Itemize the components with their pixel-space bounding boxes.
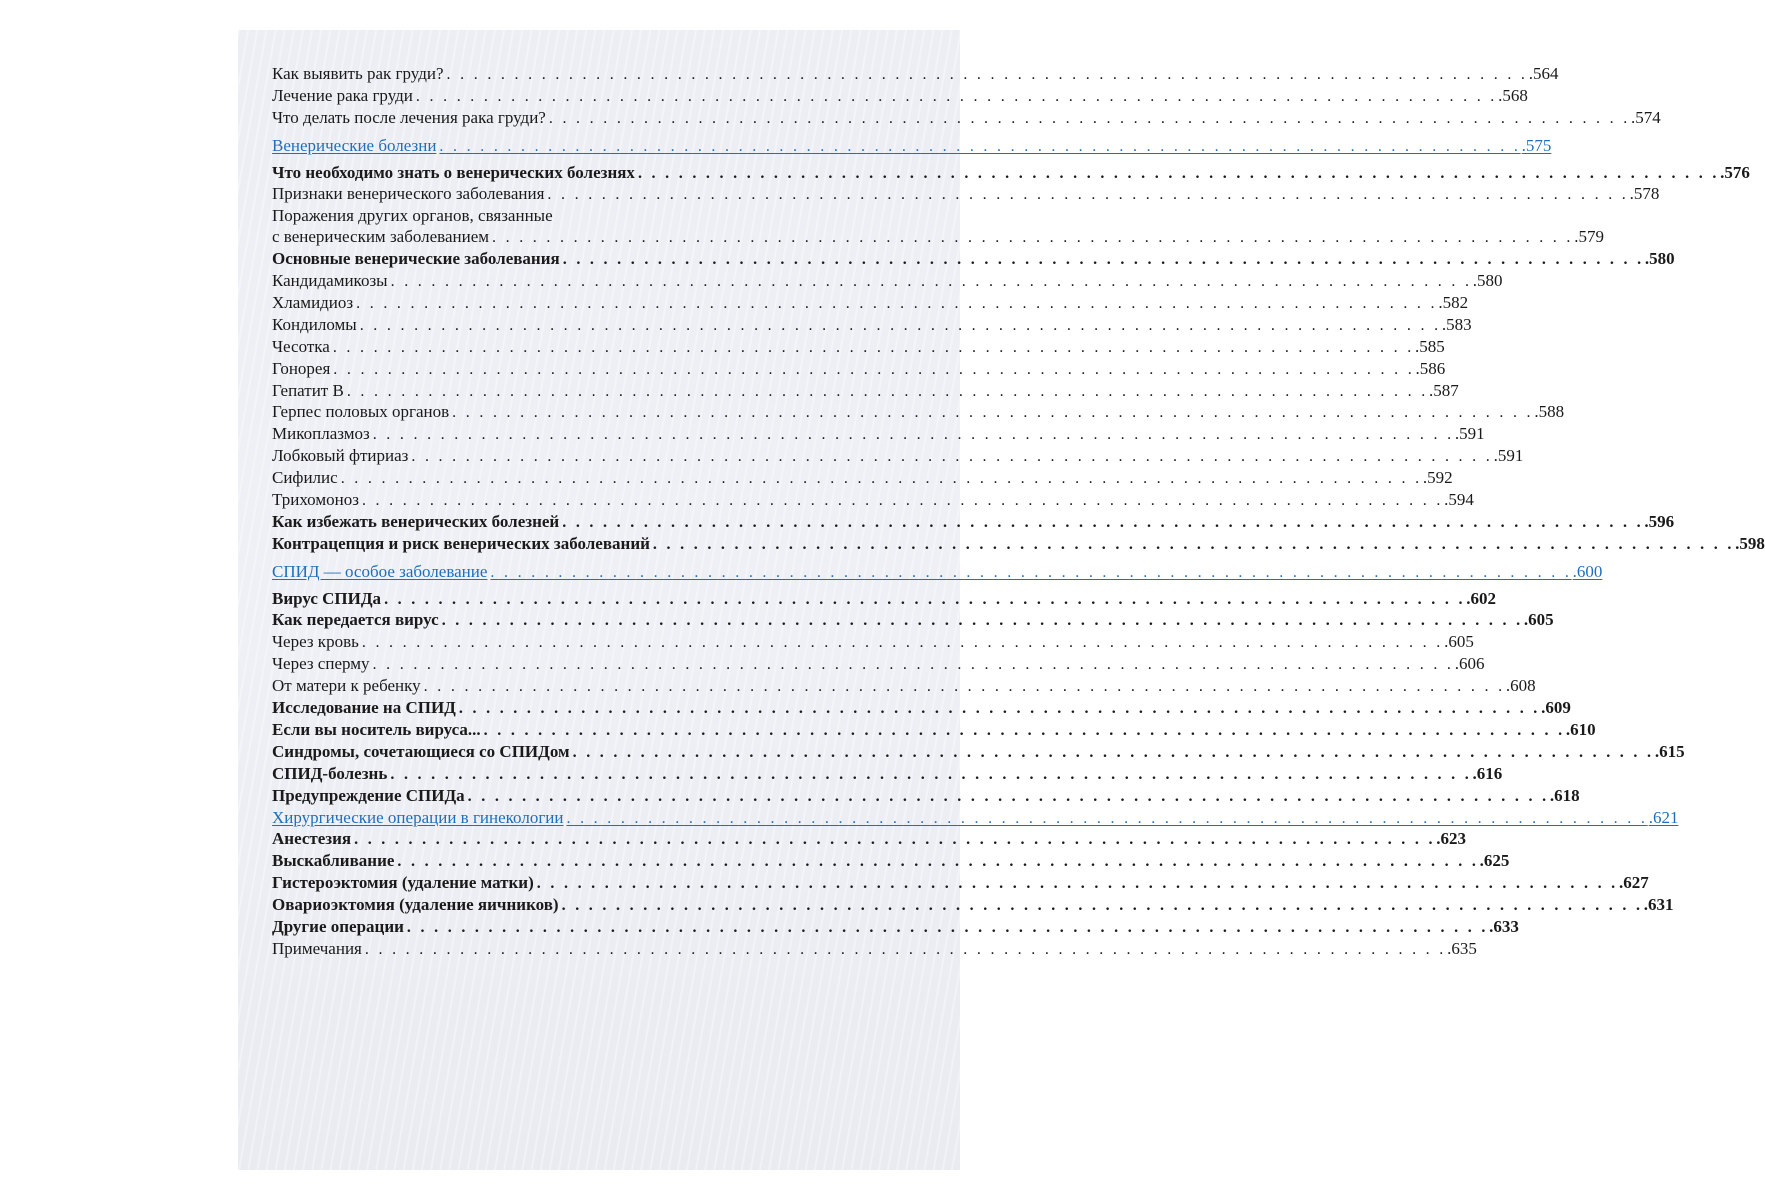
toc-entry (272, 511, 1675, 533)
toc-entry (272, 916, 1519, 938)
toc-entry-title: Если вы носитель вируса... (272, 719, 481, 739)
toc-entry-title: Кандидамикозы (272, 271, 388, 291)
toc-page-number: .578 (1629, 184, 1660, 204)
toc-page-number: .609 (1541, 698, 1571, 718)
toc-page-number: .615 (1654, 741, 1685, 761)
toc-entry (272, 270, 1503, 292)
toc-leader-dots: . . . . . . . . . . . . . . . . . . . . . . . . . . . . . . . . . . . . . . . . . . . . . . . . . . . . . . . . . . . . . . . . . . . . . . . . . . . . . . . . (390, 273, 1472, 291)
toc-page-number: .580 (1472, 271, 1503, 291)
toc-leader-dots: . . . . . . . . . . . . . . . . . . . . . . . . . . . . . . . . . . . . . . . . . . . . . . . . . . . . . . . . . . . . . . . . . . . . . . . . . . . . . . . . (364, 940, 1447, 958)
toc-entry (272, 719, 1596, 741)
toc-entry-title: Основные венерические заболевания (272, 249, 560, 269)
toc-leader-dots: . . . . . . . . . . . . . . . . . . . . . . . . . . . . . . . . . . . . . . . . . . . . . . . . . . . . . . . . . . . . . . . . . . . . . . . . . . . . . . . . (566, 809, 1648, 827)
toc-entry-title: Микоплазмоз (272, 424, 370, 444)
toc-entry-title: Синдромы, сочетающиеся со СПИДом (272, 741, 570, 761)
toc-page-number: .608 (1505, 676, 1536, 696)
toc-entry (272, 226, 1604, 248)
toc-page-number: .575 (1521, 135, 1552, 155)
toc-entry-title: Через сперму (272, 654, 370, 674)
toc-leader-dots: . . . . . . . . . . . . . . . . . . . . . . . . . . . . . . . . . . . . . . . . . . . . . . . . . . . . . . . . . . . . . . . . . . . . . . . . . . . . . . . . (439, 137, 1521, 155)
toc-page-number: .564 (1528, 64, 1559, 83)
toc-entry-title: Через кровь (272, 632, 359, 652)
toc-entry-title: Исследование на СПИД (272, 698, 456, 718)
toc-entry (272, 467, 1453, 489)
toc-page-number: .591 (1493, 446, 1524, 466)
toc-entry (272, 248, 1675, 270)
toc-page-number: .583 (1441, 314, 1472, 334)
toc-entry-title: Гепатит В (272, 380, 344, 400)
toc-page-number: .579 (1574, 227, 1604, 247)
toc-page-number: .574 (1631, 107, 1661, 127)
toc-leader-dots: . . . . . . . . . . . . . . . . . . . . . . . . . . . . . . . . . . . . . . . . . . . . . . . . . . . . . . . . . . . . . . . . . . . . . . . . . . . . . . . . (562, 513, 1644, 531)
toc-entry (272, 938, 1477, 960)
toc-page-number: .633 (1489, 916, 1519, 936)
toc-leader-dots: . . . . . . . . . . . . . . . . . . . . . . . . . . . . . . . . . . . . . . . . . . . . . . . . . . . . . . . . . . . . . . . . . . . . . . . . . . . . . . . . (411, 448, 1493, 466)
toc-leader-dots: . . . . . . . . . . . . . . . . . . . . . . . . . . . . . . . . . . . . . . . . . . . . . . . . . . . . . . . . . . . . . . . . . . . . . . . . . . . . . . . . (346, 382, 1429, 400)
toc-leader-dots: . . . . . . . . . . . . . . . . . . . . . . . . . . . . . . . . . . . . . . . . . . . . . . . . . . . . . . . . . . . . . . . . . . . . . . . . . . . . . . . . (490, 563, 1572, 581)
toc-entry (272, 850, 1510, 872)
toc-page-number: .606 (1454, 654, 1485, 674)
toc-entry (272, 401, 1565, 423)
toc-entry (272, 314, 1472, 336)
toc-page-number: .576 (1720, 162, 1750, 182)
toc-leader-dots: . . . . . . . . . . . . . . . . . . . . . . . . . . . . . . . . . . . . . . . . . . . . . . . . . . . . . . . . . . . . . . . . . . . . . . . . . . . . . . . . (652, 535, 1735, 553)
toc-section-heading (272, 135, 1552, 157)
toc-entry (272, 380, 1459, 402)
toc-entry (272, 292, 1469, 314)
toc-page-number: .602 (1466, 588, 1497, 608)
toc-page-number: .592 (1422, 468, 1453, 488)
toc-page-number: .610 (1565, 719, 1596, 739)
toc-entry-title: Хламидиоз (272, 293, 354, 313)
toc-leader-dots: . . . . . . . . . . . . . . . . . . . . . . . . . . . . . . . . . . . . . . . . . . . . . . . . . . . . . . . . . . . . . . . . . . . . . . . . . . . . . . . . (356, 295, 1438, 313)
toc-entry (272, 445, 1524, 467)
toc-entry-title: Как выявить рак груди? (272, 64, 444, 83)
book-page (238, 30, 1765, 1170)
toc-leader-dots: . . . . . . . . . . . . . . . . . . . . . . . . . . . . . . . . . . . . . . . . . . . . . . . . . . . . . . . . . . . . . . . . . . . . . . . . . . . . . . . . (332, 338, 1415, 356)
toc-entry-title: Гонорея (272, 358, 331, 378)
toc-entry (272, 675, 1536, 697)
toc-entry-title: Кондиломы (272, 314, 357, 334)
toc-entry-title: СПИД-болезнь (272, 763, 388, 783)
toc-page-number: .627 (1618, 873, 1649, 893)
toc-leader-dots: . . . . . . . . . . . . . . . . . . . . . . . . . . . . . . . . . . . . . . . . . . . . . . . . . . . . . . . . . . . . . . . . . . . . . . . . . . . . . . . . (548, 109, 1631, 127)
toc-entry-title: Овариоэктомия (удаление яичников) (272, 895, 559, 915)
toc-leader-dots: . . . . . . . . . . . . . . . . . . . . . . . . . . . . . . . . . . . . . . . . . . . . . . . . . . . . . . . . . . . . . . . . . . . . . . . . . . . . . . . . (333, 360, 1415, 378)
toc-leader-dots: . . . . . . . . . . . . . . . . . . . . . . . . . . . . . . . . . . . . . . . . . . . . . . . . . . . . . . . . . . . . . . . . . . . . . . . . . . . . . . . . (561, 897, 1643, 915)
toc-page-number: .594 (1444, 490, 1474, 510)
toc-page-number: .586 (1415, 358, 1446, 378)
toc-page-number: .582 (1438, 293, 1469, 313)
toc-entry (272, 763, 1503, 785)
toc-page-number: .598 (1735, 533, 1765, 553)
toc-entry (272, 653, 1485, 675)
toc-entry-title: Что необходимо знать о венерических болезнях (272, 162, 635, 182)
toc-page-number: .621 (1648, 807, 1679, 827)
toc-leader-dots: . . . . . . . . . . . . . . . . . . . . . . . . . . . . . . . . . . . . . . . . . . . . . . . . . . . . . . . . . . . . . . . . . . . . . . . . . . . . . . . . (536, 875, 1618, 893)
toc-page-number: .605 (1444, 632, 1474, 652)
toc-page-number: .600 (1572, 561, 1603, 581)
toc-page-number: .635 (1447, 938, 1477, 958)
toc-page-number: .605 (1523, 610, 1554, 630)
toc-leader-dots: . . . . . . . . . . . . . . . . . . . . . . . . . . . . . . . . . . . . . . . . . . . . . . . . . . . . . . . . . . . . . . . . . . . . . . . . . . . . . . . . (359, 316, 1441, 334)
toc-entry-title: СПИД — особое заболевание (272, 561, 488, 581)
toc-entry-title: Что делать после лечения рака груди? (272, 107, 546, 127)
toc-leader-dots: . . . . . . . . . . . . . . . . . . . . . . . . . . . . . . . . . . . . . . . . . . . . . . . . . . . . . . . . . . . . . . . . . . . . . . . . . . . . . . . . (361, 634, 1444, 652)
toc-page-number: .596 (1644, 511, 1675, 531)
toc-entry-title: Венерические болезни (272, 135, 437, 155)
toc-page-number: .568 (1498, 85, 1528, 105)
toc-page-number: .588 (1534, 402, 1565, 422)
toc-entry (272, 588, 1497, 610)
toc-entry-title: Выскабливание (272, 851, 395, 871)
toc-entry-title: Сифилис (272, 468, 338, 488)
toc-entry (272, 828, 1467, 850)
toc-page-number: .618 (1549, 785, 1580, 805)
toc-page-number: .616 (1472, 763, 1503, 783)
toc-entry (272, 533, 1765, 555)
toc-entry-title: Контрацепция и риск венерических заболеваний (272, 533, 650, 553)
toc-entry-title: Другие операции (272, 916, 404, 936)
toc-page-number: .585 (1415, 336, 1445, 356)
toc-leader-dots: . . . . . . . . . . . . . . . . . . . . . . . . . . . . . . . . . . . . . . . . . . . . . . . . . . . . . . . . . . . . . . . . . . . . . . . . . . . . . . . . (637, 164, 1720, 182)
toc-leader-dots: . . . . . . . . . . . . . . . . . . . . . . . . . . . . . . . . . . . . . . . . . . . . . . . . . . . . . . . . . . . . . . . . . . . . . . . . . . . . . . . . (441, 612, 1523, 630)
toc-leader-dots: . . . . . . . . . . . . . . . . . . . . . . . . . . . . . . . . . . . . . . . . . . . . . . . . . . . . . . . . . . . . . . . . . . . . . . . . . . . . . . . . (458, 700, 1541, 718)
toc-entry (272, 894, 1674, 916)
toc-entry (272, 741, 1685, 763)
toc-entry-title: Как передается вирус (272, 610, 439, 630)
toc-entry (272, 183, 1660, 205)
toc-leader-dots: . . . . . . . . . . . . . . . . . . . . . . . . . . . . . . . . . . . . . . . . . . . . . . . . . . . . . . . . . . . . . . . . . . . . . . . . . . . . . . . . (361, 492, 1444, 510)
toc-leader-dots: . . . . . . . . . . . . . . . . . . . . . . . . . . . . . . . . . . . . . . . . . . . . . . . . . . . . . . . . . . . . . . . . . . . . . . . . . . . . . . . . (446, 66, 1528, 83)
toc-entry-title: Предупреждение СПИДа (272, 785, 465, 805)
toc-entry-title: Гистероэктомия (удаление матки) (272, 873, 534, 893)
toc-leader-dots: . . . . . . . . . . . . . . . . . . . . . . . . . . . . . . . . . . . . . . . . . . . . . . . . . . . . . . . . . . . . . . . . . . . . . . . . . . . . . . . . (372, 656, 1454, 674)
toc-leader-dots: . . . . . . . . . . . . . . . . . . . . . . . . . . . . . . . . . . . . . . . . . . . . . . . . . . . . . . . . . . . . . . . . . . . . . . . . . . . . . . . . (547, 186, 1629, 204)
toc-entry (272, 205, 763, 226)
toc-leader-dots: . . . . . . . . . . . . . . . . . . . . . . . . . . . . . . . . . . . . . . . . . . . . . . . . . . . . . . . . . . . . . . . . . . . . . . . . . . . . . . . . (423, 678, 1505, 696)
toc-entry (272, 785, 1580, 807)
toc-leader-dots: . . . . . . . . . . . . . . . . . . . . . . . . . . . . . . . . . . . . . . . . . . . . . . . . . . . . . . . . . . . . . . . . . . . . . . . . . . . . . . . . (562, 251, 1644, 269)
toc-leader-dots: . . . . . . . . . . . . . . . . . . . . . . . . . . . . . . . . . . . . . . . . . . . . . . . . . . . . . . . . . . . . . . . . . . . . . . . . . . . . . . . . (384, 590, 1466, 608)
toc-entry (272, 423, 1485, 445)
toc-leader-dots: . . . . . . . . . . . . . . . . . . . . . . . . . . . . . . . . . . . . . . . . . . . . . . . . . . . . . . . . . . . . . . . . . . . . . . . . . . . . . . . . (492, 229, 1574, 247)
toc-entry-title: Примечания (272, 938, 362, 958)
toc-leader-dots: . . . . . . . . . . . . . . . . . . . . . . . . . . . . . . . . . . . . . . . . . . . . . . . . . . . . . . . . . . . . . . . . . . . . . . . . . . . . . . . . (406, 918, 1489, 936)
toc-page-number: .580 (1644, 249, 1675, 269)
toc-entry (272, 872, 1649, 894)
toc-entry (272, 697, 1571, 719)
toc-entry-title: Как избежать венерических болезней (272, 511, 560, 531)
table-of-contents (272, 63, 1765, 960)
toc-section-heading (272, 561, 1603, 583)
toc-leader-dots: . . . . . . . . . . . . . . . . . . . . . . . . . . . . . . . . . . . . . . . . . . . . . . . . . . . . . . . . . . . . . . . . . . . . . . . . . . . . . . . . (372, 426, 1454, 444)
toc-leader-dots: . . . . . . . . . . . . . . . . . . . . . . . . . . . . . . . . . . . . . . . . . . . . . . . . . . . . . . . . . . . . . . . . . . . . . . . . . . . . . . . . (340, 470, 1422, 488)
toc-leader-dots: . . . . . . . . . . . . . . . . . . . . . . . . . . . . . . . . . . . . . . . . . . . . . . . . . . . . . . . . . . . . . . . . . . . . . . . . . . . . . . . . (467, 787, 1549, 805)
toc-leader-dots: . . . . . . . . . . . . . . . . . . . . . . . . . . . . . . . . . . . . . . . . . . . . . . . . . . . . . . . . . . . . . . . . . . . . . . . . . . . . . . . . (397, 853, 1479, 871)
toc-leader-dots: . . . . . . . . . . . . . . . . . . . . . . . . . . . . . . . . . . . . . . . . . . . . . . . . . . . . . . . . . . . . . . . . . . . . . . . . . . . . . . . . (483, 721, 1565, 739)
toc-entry-title: Трихомоноз (272, 490, 359, 510)
toc-leader-dots: . . . . . . . . . . . . . . . . . . . . . . . . . . . . . . . . . . . . . . . . . . . . . . . . . . . . . . . . . . . . . . . . . . . . . . . . . . . . . . . . (354, 831, 1436, 849)
toc-entry-title: с венерическим заболеванием (272, 227, 489, 247)
toc-entry (272, 489, 1474, 511)
toc-page-number: .631 (1643, 895, 1674, 915)
toc-entry (272, 336, 1445, 358)
toc-leader-dots: . . . . . . . . . . . . . . . . . . . . . . . . . . . . . . . . . . . . . . . . . . . . . . . . . . . . . . . . . . . . . . . . . . . . . . . . . . . . . . . . (572, 743, 1654, 761)
toc-entry-title: Лобковый фтириаз (272, 446, 409, 466)
toc-entry-title: Признаки венерического заболевания (272, 184, 545, 204)
toc-page-number: .623 (1436, 829, 1467, 849)
toc-entry (272, 358, 1446, 380)
toc-entry-title: Вирус СПИДа (272, 588, 382, 608)
toc-leader-dots: . . . . . . . . . . . . . . . . . . . . . . . . . . . . . . . . . . . . . . . . . . . . . . . . . . . . . . . . . . . . . . . . . . . . . . . . . . . . . . . . (415, 87, 1498, 105)
toc-leader-dots: . . . . . . . . . . . . . . . . . . . . . . . . . . . . . . . . . . . . . . . . . . . . . . . . . . . . . . . . . . . . . . . . . . . . . . . . . . . . . . . . (390, 765, 1472, 783)
toc-entry-title: Чесотка (272, 336, 330, 356)
toc-entry-title: Лечение рака груди (272, 85, 413, 105)
toc-entry-title: Герпес половых органов (272, 402, 450, 422)
toc-entry (272, 609, 1554, 631)
toc-leader-dots: . . . . . . . . . . . . . . . . . . . . . . . . . . . . . . . . . . . . . . . . . . . . . . . . . . . . . . . . . . . . . . . . . . . . . . . . . . . . . . . . (452, 404, 1534, 422)
toc-entry-title: Анестезия (272, 829, 352, 849)
toc-section-heading (272, 807, 1679, 829)
toc-page-number: .625 (1479, 851, 1510, 871)
toc-entry (272, 631, 1474, 653)
toc-page-number: .587 (1429, 380, 1459, 400)
toc-entry (272, 107, 1661, 129)
toc-entry-title: Хирургические операции в гинекологии (272, 807, 564, 827)
toc-entry (272, 85, 1528, 107)
toc-entry-title: Поражения других органов, связанные (272, 206, 553, 226)
toc-entry (272, 63, 1559, 85)
toc-entry-title: От матери к ребенку (272, 676, 421, 696)
toc-page-number: .591 (1454, 424, 1485, 444)
toc-entry (272, 162, 1750, 184)
